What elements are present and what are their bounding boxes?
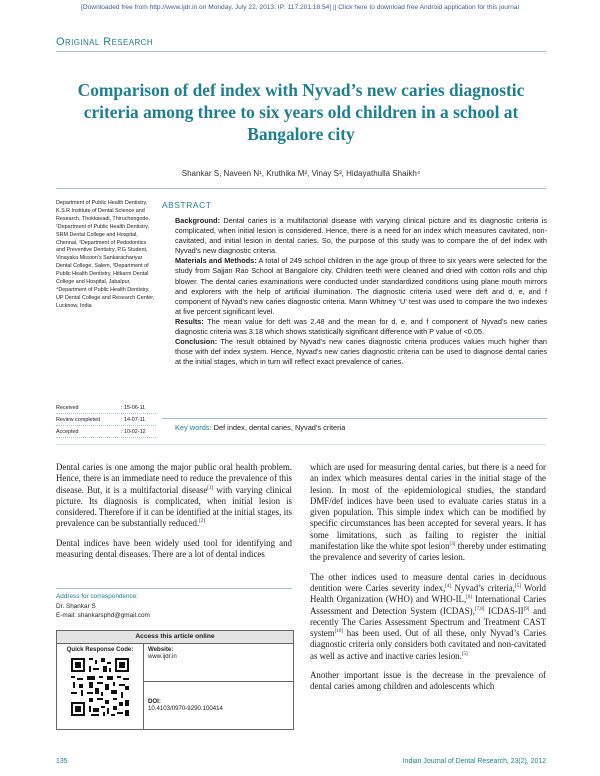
intro-paragraph-5: Another important issue is the decrease in the prevalence of dental caries among children and adolescents which [310, 670, 546, 692]
date-value: : 10-02-12 [121, 428, 146, 435]
date-label: Accepted [56, 428, 79, 435]
doi-label: DOI: [148, 698, 161, 705]
author-divider [56, 188, 546, 189]
qr-label: Quick Response Code: [66, 646, 134, 653]
results-label: Results: [175, 316, 204, 326]
abstract-results [175, 317, 547, 337]
correspondence-email[interactable]: E-mail: shankarsphd@gmail.com [56, 612, 150, 620]
article-dates [56, 402, 156, 438]
background-label: Background: [175, 216, 220, 225]
text: thereby under estimating the prevalence and severity of caries lesion. [310, 541, 547, 563]
background-text: Dental caries is a multifactorial disease with varying clinical picture and its diagnostic criteria is complicated, when initial lesion is considered. Hence, there is a need for an index which measures cavitated, non-cavitated, and initial lesion in dental caries. So, the purpose of this study was to compare the of def index with Nyvad’s new diagnostic criteria. [175, 216, 547, 256]
text: ICDAS-II [484, 605, 524, 616]
keywords-divider [162, 418, 547, 419]
abstract-body [175, 216, 547, 367]
intro-paragraph-1 [56, 462, 292, 530]
download-banner[interactable]: [Downloaded free from http://www.ijdr.in on Monday, July 22, 2013, IP: 117.201.18.54] || Click here to download free Android application for this journal [81, 4, 519, 11]
doi-link[interactable]: 10.4103/0970-9290.100414 [148, 705, 223, 712]
citation-link[interactable]: [2] [199, 519, 206, 525]
citation-link[interactable]: [4] [445, 584, 452, 589]
journal-citation: Indian Journal of Dental Research, 23(2), 2012 [402, 758, 546, 765]
citation-link[interactable]: [9] [523, 606, 530, 612]
citation-link[interactable]: [6] [466, 595, 473, 601]
date-review [56, 414, 156, 426]
date-value: : 14-07-11 [121, 416, 146, 423]
page-footer [56, 758, 546, 765]
intro-paragraph-4 [310, 572, 546, 662]
citation-link[interactable]: [7,8] [474, 606, 485, 612]
correspondence-name: Dr. Shankar S [56, 602, 96, 610]
website-label: Website: [148, 646, 174, 653]
citation-link[interactable]: [1] [207, 485, 214, 491]
website-link[interactable]: www.ijdr.in [148, 653, 177, 660]
text: has been used. Out of all these, only Nyvad’s Caries diagnostic criteria only considers both cavitated and non-cavitated as well as active and inactive caries lesion. [310, 628, 546, 661]
keywords-label: Key words: [175, 423, 212, 432]
website-row [144, 644, 293, 682]
abstract-methods [175, 256, 547, 317]
methods-label: Materials and Methods: [175, 256, 257, 266]
correspondence-box [56, 588, 292, 621]
author-list: Shankar S, Naveen N¹, Kruthika M², Vinay S³, Hidayathulla Shaikh⁴ [181, 169, 421, 178]
citation-link[interactable]: [3] [449, 542, 456, 548]
doi-row [144, 682, 293, 730]
text: which are used for measuring dental caries, but there is a need for an index which measures dental caries in the initial stage of the lesion. In most of the epidemiological studies, the standard DMF/def indices have been used to evaluate caries status in a given population. This simple index which can be modified by specific circumstances has been accepted for several years. It has some limitations, such as failing to register the initial manifestation like the white spot lesion [310, 462, 546, 552]
text: International Caries Assessment and Detection System (ICDAS), [310, 594, 546, 616]
abstract-conclusion [175, 337, 547, 367]
date-received [56, 402, 156, 414]
date-label: Received [56, 404, 79, 411]
correspondence-heading: Address for correspondence: [56, 593, 139, 600]
citation-link[interactable]: [5] [514, 584, 521, 589]
qr-code-icon [69, 656, 131, 718]
section-label: Original Research [56, 36, 154, 48]
results-text: The mean value for deft was 2.48 and the mean for d, e, and f component of Nyvad’s new caries diagnostic criteria was 3.18 which shows statistically significant difference with P value of <0.05. [175, 316, 547, 337]
date-accepted [56, 426, 156, 438]
keywords-text: Def index, dental caries, Nyvad’s criteria [213, 423, 346, 432]
conclusion-label: Conclusion: [175, 337, 218, 347]
affiliations: Department of Public Health Dentistry, K.S.R Institute of Dental Science and Research, Thokkavadi, Thiruchengode, ¹Department of Public Health Dentistry, SRM Dental College and Hospital, Chennai, ²Department of Pedodontics and Preventive Dentistry, P.G Student, Vinayaka Mission’s Sankarachariyar Dental College, Salem, ³Department of Public Health Dentistry, Hitkarni Dental College and Hospital, Jabalpur, ⁴Department of Public Health Dentistry, UP Dental College and Research Center, Lucknow, India [56, 200, 155, 309]
qr-cell [57, 644, 144, 730]
intro-paragraph-3 [310, 462, 546, 564]
article-title: Comparison of def index with Nyvad’s new caries diagnostic criteria among three to six years old children in a school at Bangalore city [77, 80, 525, 144]
abstract-heading: ABSTRACT [162, 200, 212, 210]
section-divider [56, 51, 546, 52]
abstract-background [175, 216, 547, 256]
access-info [144, 644, 293, 730]
body-divider [56, 444, 546, 445]
methods-text: A total of 249 school children in the age group of three to six years were selected for the study from Sajjan Rao School at Bangalore city. Children teeth were cleaned and dried with cotton rolls and chip blower. The dental caries examinations were conducted under standardized conditions using plane mouth mirrors and explorers with the help of artificial illumination. The diagnostic criteria used were deft and d, e, and f component of Nyvad’s new caries diagnostic criteria. Mann Whitney ‘U’ test was used to compare the two indexes at five percent significant level. [175, 256, 548, 316]
text: Dental caries is one among the major public oral health problem. Hence, there is an immediate need to reduce the prevalence of this disease. But, it is a multifactorial disease [56, 462, 292, 495]
access-title: Access this article online [57, 631, 293, 644]
body-right-column [310, 462, 546, 701]
date-label: Review completed [56, 416, 101, 423]
text: The other indices used to measure dental caries in deciduous dentition were Caries severity index, [310, 571, 546, 593]
text: World Health Organization (WHO) and WHO-IL, [310, 582, 546, 605]
text: and recently The Caries Assessment Spectrum and Treatment CAST system [310, 605, 546, 639]
date-value: : 15-06-11 [121, 404, 146, 411]
conclusion-text: The result obtained by Nyvad’s new caries diagnostic criteria produces values much higher than those with def index system. Hence, Nyvad’s new caries diagnostic criteria can be used to diagnose dental caries at the initial stages, which in turn will reflect exact prevalence of caries. [175, 337, 547, 367]
text: with varying clinical picture. Its diagnosis is complicated, when initial lesion is considered. Therefore if it can be identified at the initial stages, its prevalence can be substantially reduced. [56, 484, 292, 529]
body-left-column [56, 462, 292, 568]
keywords [175, 423, 547, 432]
intro-paragraph-2: Dental indices have been widely used tool for identifying and measuring dental diseases. There are a lot of dental indices [56, 537, 292, 560]
citation-link[interactable]: [10] [334, 629, 343, 635]
citation-link[interactable]: [5] [461, 651, 468, 657]
access-online-box [56, 630, 294, 730]
text: Nyvad’s criteria, [451, 582, 515, 593]
page-number: 135 [56, 758, 68, 765]
